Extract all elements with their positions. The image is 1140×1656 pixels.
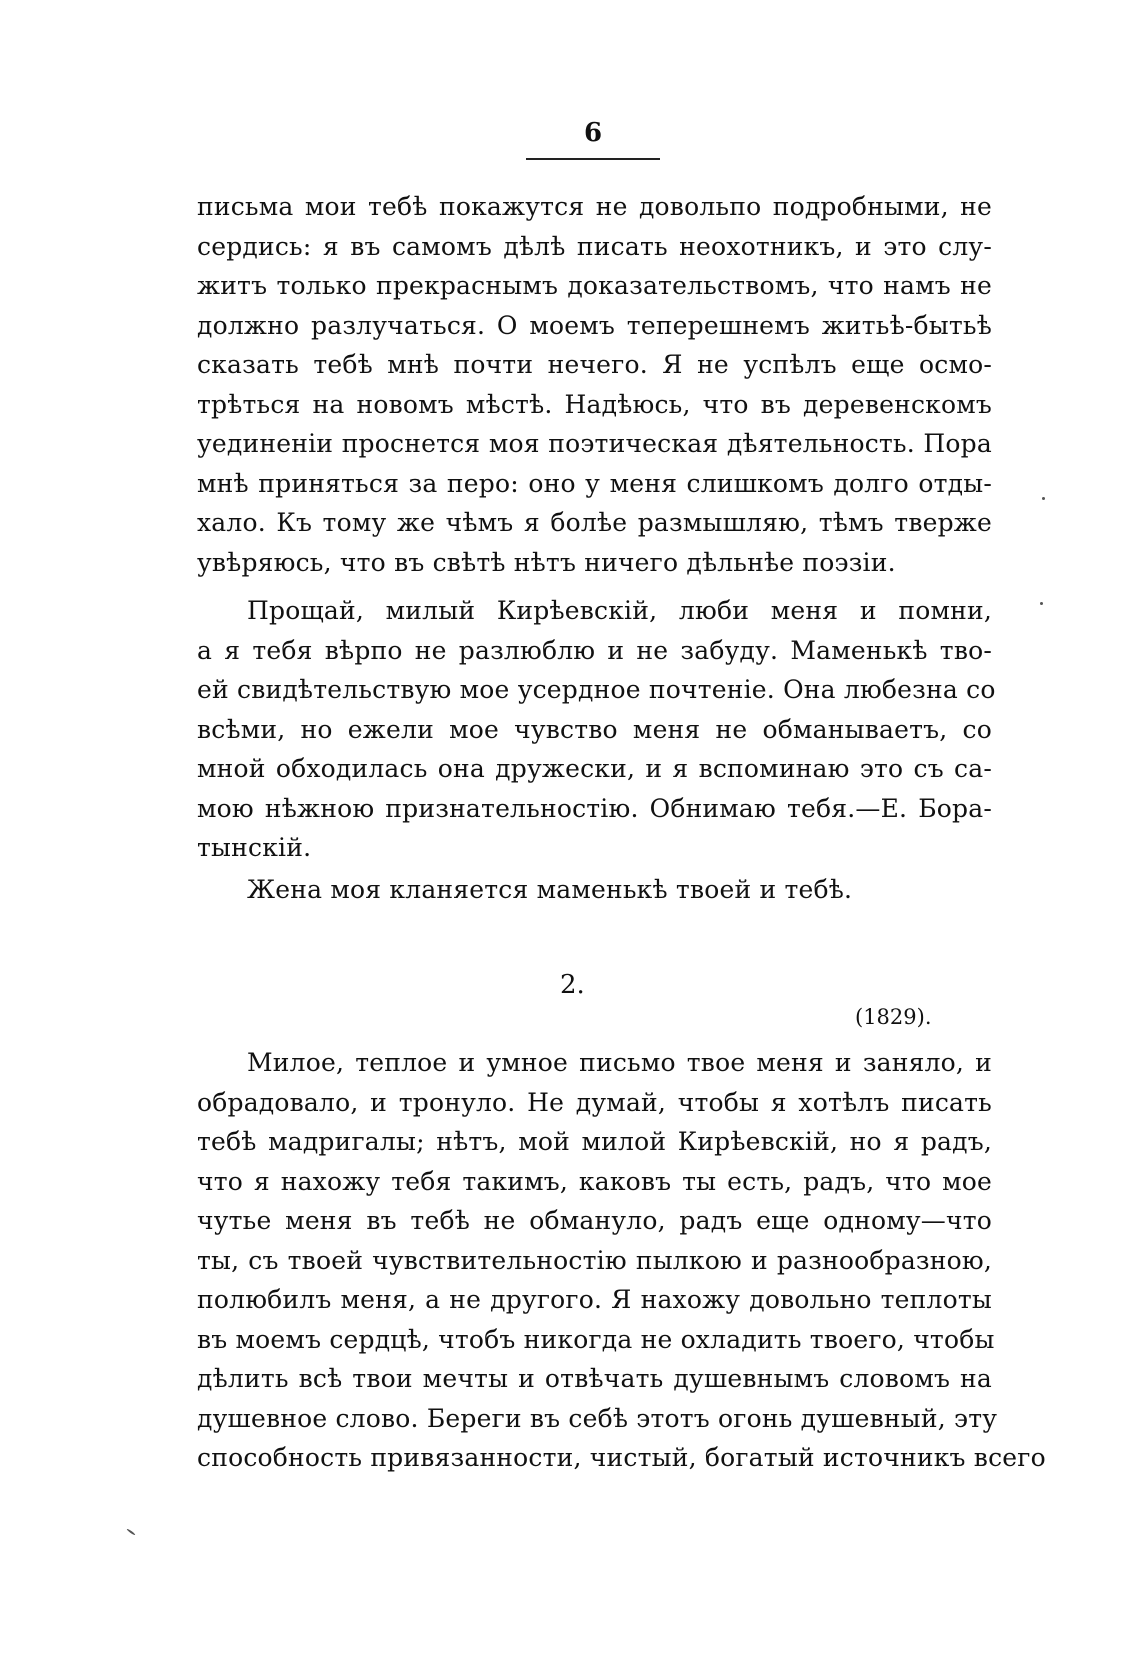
text-line: Милое, теплое и умное письмо твое меня и заняло, и (247, 1048, 992, 1077)
letter-date: (1829). (855, 1005, 932, 1029)
text-line: тынскій. (197, 833, 312, 862)
text-line: дѣлить всѣ твои мечты и отвѣчать душевнымъ словомъ на (197, 1364, 992, 1393)
text-line: чутье меня въ тебѣ не обмануло, радъ еще одному—что (197, 1206, 992, 1235)
text-line: житъ только прекраснымъ доказательствомъ, что намъ не (197, 271, 992, 300)
letter-1-postscript (197, 870, 992, 910)
text-line: ты, съ твоей чувствительностію пылкою и разнообразною, (197, 1245, 992, 1275)
text-line: всѣми, но ежели мое чувство меня не обманываетъ, со (197, 714, 992, 744)
letter-number: 2. (560, 970, 585, 1000)
page-number: 6 (583, 118, 603, 148)
text-line: мою нѣжною признательностію. Обнимаю тебя.—Е. Бора- (197, 793, 992, 823)
text-line: трѣться на новомъ мѣстѣ. Надѣюсь, что въ деревенскомъ (197, 389, 992, 419)
page-number-rule (526, 158, 660, 160)
text-line: что я нахожу тебя такимъ, каковъ ты есть, радъ, что мое (197, 1166, 992, 1196)
text-line: тебѣ мадригалы; нѣтъ, мой милой Кирѣевскій, но я радъ, (197, 1127, 992, 1156)
letter-1-paragraph-continued (197, 187, 992, 582)
text-line: должно разлучаться. О моемъ теперешнемъ житьѣ-бытьѣ (197, 310, 992, 340)
scan-speck (1042, 497, 1045, 500)
text-line: ей свидѣтельствую мое усердное почтеніе. Она любезна со (197, 675, 996, 704)
text-line: уединеніи проснется моя поэтическая дѣятельность. Пора (197, 429, 992, 458)
text-line: мной обходилась она дружески, и я вспоминаю это съ са- (197, 754, 992, 783)
text-line: обрадовало, и тронуло. Не думай, чтобы я хотѣлъ писать (197, 1087, 992, 1117)
text-line: мнѣ приняться за перо: оно у меня слишкомъ долго отды- (197, 468, 992, 498)
letter-1-paragraph-farewell (197, 591, 996, 868)
text-line: Прощай, милый Кирѣевскій, люби меня и помни, (247, 596, 992, 625)
text-line: способность привязанности, чистый, богатый источникъ всего (197, 1443, 1046, 1472)
text-line: письма мои тебѣ покажутся не довольпо подробными, не (197, 192, 992, 221)
text-line: душевное слово. Береги въ себѣ этотъ огонь душевный, эту (197, 1403, 998, 1433)
text-line: сердись: я въ самомъ дѣлѣ писать неохотникъ, и это слу- (197, 231, 992, 261)
text-line: хало. Къ тому же чѣмъ я болѣе размышляю, тѣмъ тверже (197, 508, 992, 537)
text-line: полюбилъ меня, а не другого. Я нахожу довольно теплоты (197, 1285, 992, 1314)
text-line: сказать тебѣ мнѣ почти нечего. Я не успѣлъ еще осмо- (197, 350, 992, 379)
letter-2-paragraph (197, 1043, 1046, 1478)
text-line: а я тебя вѣрпо не разлюблю и не забуду. Маменькѣ тво- (197, 635, 992, 665)
scan-speck (126, 1528, 135, 1535)
text-line: увѣряюсь, что въ свѣтѣ нѣтъ ничего дѣльнѣе поэзіи. (197, 547, 896, 577)
text-line: Жена моя кланяется маменькѣ твоей и тебѣ. (247, 875, 853, 904)
scan-speck (1040, 602, 1043, 605)
text-line: въ моемъ сердцѣ, чтобъ никогда не охладить твоего, чтобы (197, 1324, 995, 1354)
